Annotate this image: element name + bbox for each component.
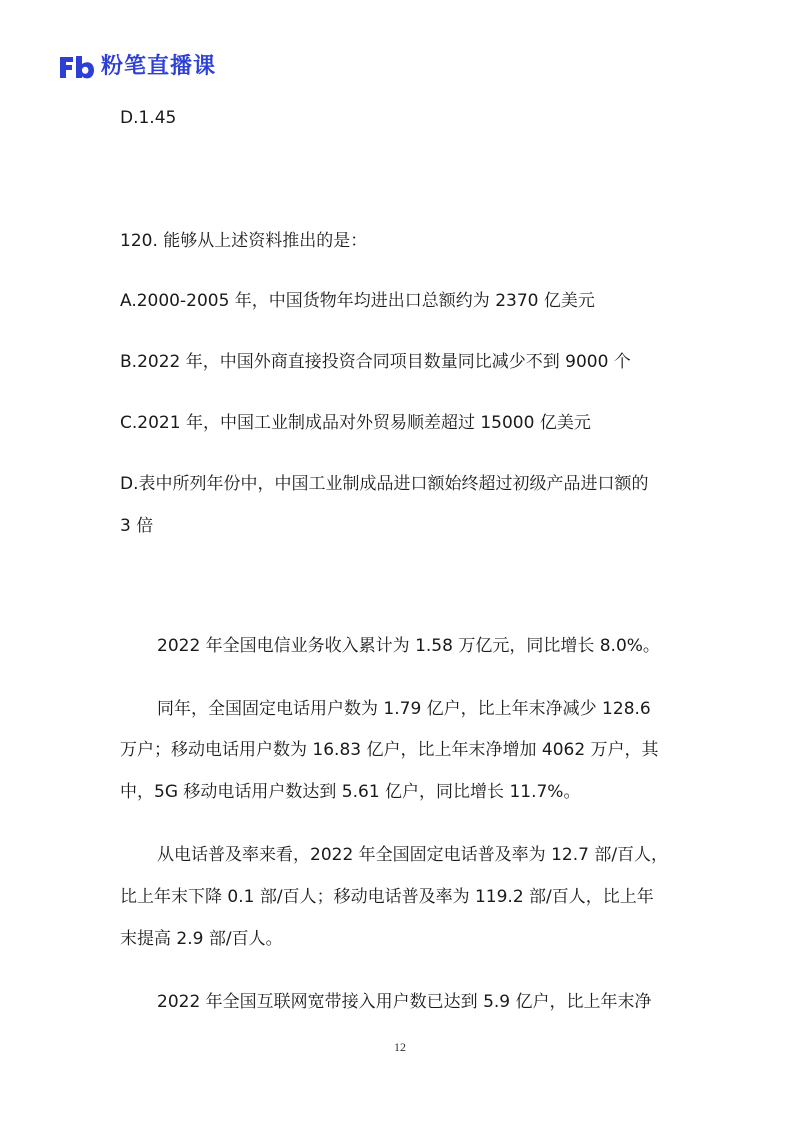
q120-option-b: B.2022 年，中国外商直接投资合同项目数量同比减少不到 9000 个 (120, 352, 631, 372)
q120-option-d-line1: D.表中所列年份中，中国工业制成品进口额始终超过初级产品进口额的 (120, 474, 649, 494)
passage-paragraph-2-line1: 同年，全国固定电话用户数为 1.79 亿户，比上年末净减少 128.6 (157, 699, 651, 719)
passage-paragraph-3-line2: 比上年末下降 0.1 部/百人；移动电话普及率为 119.2 部/百人，比上年 (120, 887, 654, 907)
logo-text: 粉笔直播课 (101, 54, 217, 79)
passage-paragraph-2-line2: 万户；移动电话用户数为 16.83 亿户，比上年末净增加 4062 万户，其 (120, 740, 659, 760)
q119-option-d: D.1.45 (120, 108, 177, 128)
header-logo (57, 52, 216, 82)
passage-paragraph-3-line1: 从电话普及率来看，2022 年全国固定电话普及率为 12.7 部/百人， (157, 845, 669, 865)
passage-paragraph-3-line3: 末提高 2.9 部/百人。 (120, 929, 283, 949)
fb-logo-icon (57, 54, 95, 80)
q120-option-c: C.2021 年，中国工业制成品对外贸易顺差超过 15000 亿美元 (120, 413, 591, 433)
passage-paragraph-2-line3: 中，5G 移动电话用户数达到 5.61 亿户，同比增长 11.7%。 (120, 782, 581, 802)
q120-option-a: A.2000-2005 年，中国货物年均进出口总额约为 2370 亿美元 (120, 291, 595, 311)
passage-paragraph-1: 2022 年全国电信业务收入累计为 1.58 万亿元，同比增长 8.0%。 (157, 636, 660, 656)
passage-paragraph-4-line1: 2022 年全国互联网宽带接入用户数已达到 5.9 亿户，比上年末净 (157, 992, 652, 1012)
page-number: 12 (394, 1040, 406, 1054)
q120-stem: 120. 能够从上述资料推出的是： (120, 231, 368, 251)
q120-option-d-line2: 3 倍 (120, 516, 154, 536)
